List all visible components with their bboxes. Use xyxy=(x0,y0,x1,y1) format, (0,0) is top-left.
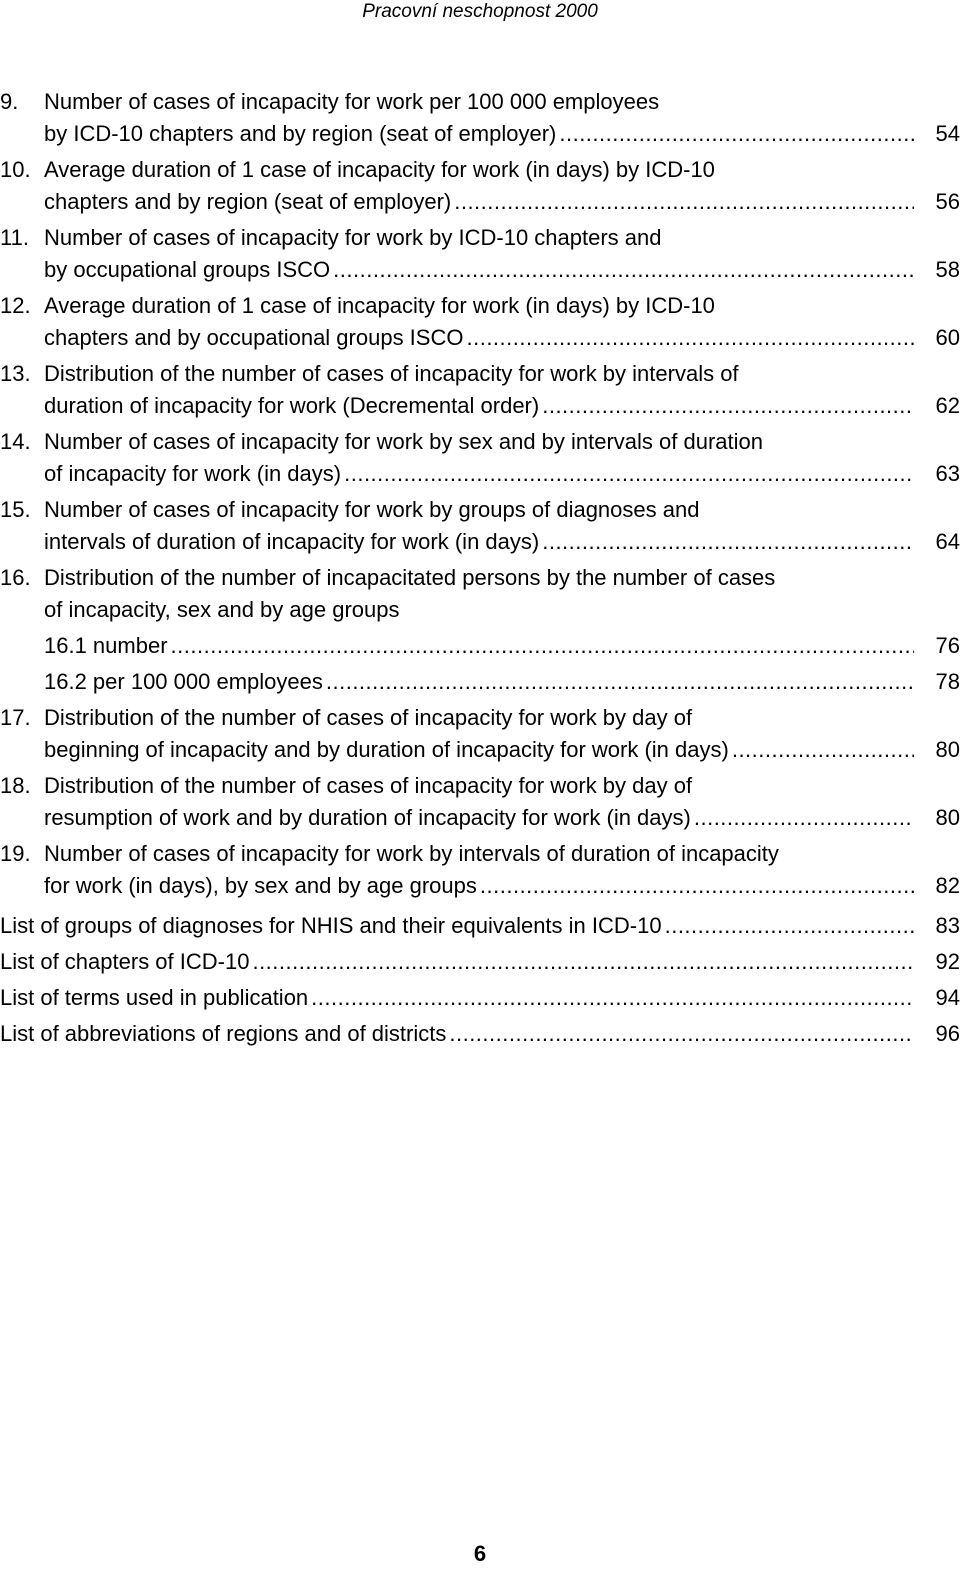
toc-list-entry[interactable] xyxy=(0,946,960,978)
toc-list-page: 92 xyxy=(935,949,960,974)
toc-entry-text xyxy=(44,222,960,286)
toc-entry-line: Average duration of 1 case of incapacity for work (in days) by ICD-10 xyxy=(44,154,718,186)
dot-leader xyxy=(559,118,914,150)
toc-list-page: 94 xyxy=(935,985,960,1010)
toc-entry-text xyxy=(44,426,960,490)
toc-entry-line: duration of incapacity for work (Decremental order) xyxy=(44,390,542,422)
dot-leader xyxy=(171,630,914,662)
toc-entry-line: Distribution of the number of incapacitated persons by the number of cases xyxy=(44,562,778,594)
toc-entry-page: 58 xyxy=(935,257,960,282)
toc-entry-line: intervals of duration of incapacity for work (in days) xyxy=(44,526,542,558)
toc-list-page: 96 xyxy=(935,1021,960,1046)
page-number: 6 xyxy=(473,1541,487,1566)
toc-entry-line: of incapacity for work (in days) xyxy=(44,458,344,490)
toc-entry-page: 63 xyxy=(935,461,960,486)
toc-entry[interactable] xyxy=(0,222,960,286)
toc-entry-page: 80 xyxy=(935,805,960,830)
toc-entry-number xyxy=(0,630,44,662)
toc-entry[interactable] xyxy=(0,562,960,626)
running-header-title: Pracovní neschopnost 2000 xyxy=(362,1,598,22)
toc-entry-line: Number of cases of incapacity for work by intervals of duration of incapacity xyxy=(44,838,782,870)
toc-entry-text xyxy=(44,562,914,626)
toc-entry-line: Distribution of the number of cases of incapacity for work by day of xyxy=(44,770,695,802)
toc-entry-line: by occupational groups ISCO xyxy=(44,254,333,286)
toc-entry-number xyxy=(0,666,44,698)
toc-entry[interactable] xyxy=(0,290,960,354)
toc-list-entry[interactable] xyxy=(0,1018,960,1050)
toc-list-page: 83 xyxy=(935,913,960,938)
toc-entry-line: Average duration of 1 case of incapacity for work (in days) by ICD-10 xyxy=(44,290,718,322)
toc-list-text xyxy=(0,946,960,978)
toc-entry-line: of incapacity, sex and by age groups xyxy=(44,594,402,626)
dot-leader xyxy=(333,254,914,286)
toc-entry-line: Number of cases of incapacity for work by ICD-10 chapters and xyxy=(44,222,665,254)
toc-entry-line: 16.1 number xyxy=(44,630,171,662)
toc-list-line: List of chapters of ICD-10 xyxy=(0,946,252,978)
toc-entry-line: chapters and by occupational groups ISCO xyxy=(44,322,466,354)
toc-entries xyxy=(0,86,960,902)
dot-leader xyxy=(542,526,914,558)
toc-entry[interactable] xyxy=(0,426,960,490)
toc-lists xyxy=(0,910,960,1050)
toc-entry-line: 16.2 per 100 000 employees xyxy=(44,666,326,698)
toc-entry[interactable] xyxy=(0,86,960,150)
page-footer xyxy=(0,1540,960,1568)
toc-entry[interactable] xyxy=(0,494,960,558)
table-of-contents xyxy=(0,86,960,1050)
toc-entry-text xyxy=(44,358,960,422)
toc-entry-number: 10. xyxy=(0,157,31,182)
toc-entry-text xyxy=(44,838,960,902)
toc-entry-page: 78 xyxy=(935,669,960,694)
toc-entry-page: 82 xyxy=(935,873,960,898)
toc-entry-page: 64 xyxy=(935,529,960,554)
running-header xyxy=(0,0,960,24)
dot-leader xyxy=(344,458,914,490)
toc-entry-text xyxy=(44,702,960,766)
toc-entry-number: 13. xyxy=(0,361,31,386)
toc-list-line: List of abbreviations of regions and of districts xyxy=(0,1018,449,1050)
toc-entry-page: 62 xyxy=(935,393,960,418)
toc-entry-text xyxy=(44,290,960,354)
toc-entry-line: beginning of incapacity and by duration of incapacity for work (in days) xyxy=(44,734,732,766)
toc-entry-number: 9. xyxy=(0,89,19,114)
toc-entry-text xyxy=(44,86,960,150)
toc-entry-line: chapters and by region (seat of employer) xyxy=(44,186,454,218)
toc-entry-line: resumption of work and by duration of incapacity for work (in days) xyxy=(44,802,694,834)
toc-entry-text xyxy=(44,666,960,698)
toc-list-text xyxy=(0,910,960,942)
toc-entry-number: 19. xyxy=(0,841,31,866)
toc-entry-page: 54 xyxy=(935,121,960,146)
toc-entry[interactable] xyxy=(0,630,960,662)
toc-entry-line: for work (in days), by sex and by age groups xyxy=(44,870,480,902)
toc-entry-number: 14. xyxy=(0,429,31,454)
dot-leader xyxy=(326,666,914,698)
dot-leader xyxy=(311,982,914,1014)
dot-leader xyxy=(480,870,914,902)
toc-list-line: List of terms used in publication xyxy=(0,982,311,1014)
toc-entry-line: Distribution of the number of cases of incapacity for work by intervals of xyxy=(44,358,742,390)
toc-list-text xyxy=(0,1018,960,1050)
dot-leader xyxy=(449,1018,914,1050)
toc-list-line: List of groups of diagnoses for NHIS and their equivalents in ICD-10 xyxy=(0,910,665,942)
toc-entry-page: 76 xyxy=(935,633,960,658)
toc-entry-line: Distribution of the number of cases of incapacity for work by day of xyxy=(44,702,695,734)
dot-leader xyxy=(454,186,914,218)
toc-entry-line: by ICD-10 chapters and by region (seat of employer) xyxy=(44,118,559,150)
toc-entry-number: 15. xyxy=(0,497,31,522)
toc-entry-line: Number of cases of incapacity for work per 100 000 employees xyxy=(44,86,662,118)
dot-leader xyxy=(466,322,914,354)
toc-list-entry[interactable] xyxy=(0,982,960,1014)
toc-entry[interactable] xyxy=(0,838,960,902)
toc-entry[interactable] xyxy=(0,358,960,422)
dot-leader xyxy=(732,734,914,766)
dot-leader xyxy=(252,946,914,978)
toc-entry-line: Number of cases of incapacity for work by groups of diagnoses and xyxy=(44,494,702,526)
toc-entry[interactable] xyxy=(0,666,960,698)
toc-entry-number: 17. xyxy=(0,705,31,730)
toc-entry-text xyxy=(44,154,960,218)
toc-entry-number: 16. xyxy=(0,565,31,590)
dot-leader xyxy=(542,390,914,422)
toc-list-entry[interactable] xyxy=(0,910,960,942)
toc-entry-text xyxy=(44,494,960,558)
toc-entry-line: Number of cases of incapacity for work by sex and by intervals of duration xyxy=(44,426,766,458)
toc-entry-number: 11. xyxy=(0,225,29,250)
toc-entry-text xyxy=(44,770,960,834)
dot-leader xyxy=(665,910,914,942)
toc-entry-number: 12. xyxy=(0,293,31,318)
dot-leader xyxy=(694,802,914,834)
toc-entry-page: 80 xyxy=(935,737,960,762)
toc-entry-number: 18. xyxy=(0,773,31,798)
toc-entry-text xyxy=(44,630,960,662)
toc-entry[interactable] xyxy=(0,702,960,766)
toc-entry[interactable] xyxy=(0,154,960,218)
toc-entry-page: 56 xyxy=(935,189,960,214)
toc-entry-page: 60 xyxy=(935,325,960,350)
toc-list-text xyxy=(0,982,960,1014)
toc-entry[interactable] xyxy=(0,770,960,834)
